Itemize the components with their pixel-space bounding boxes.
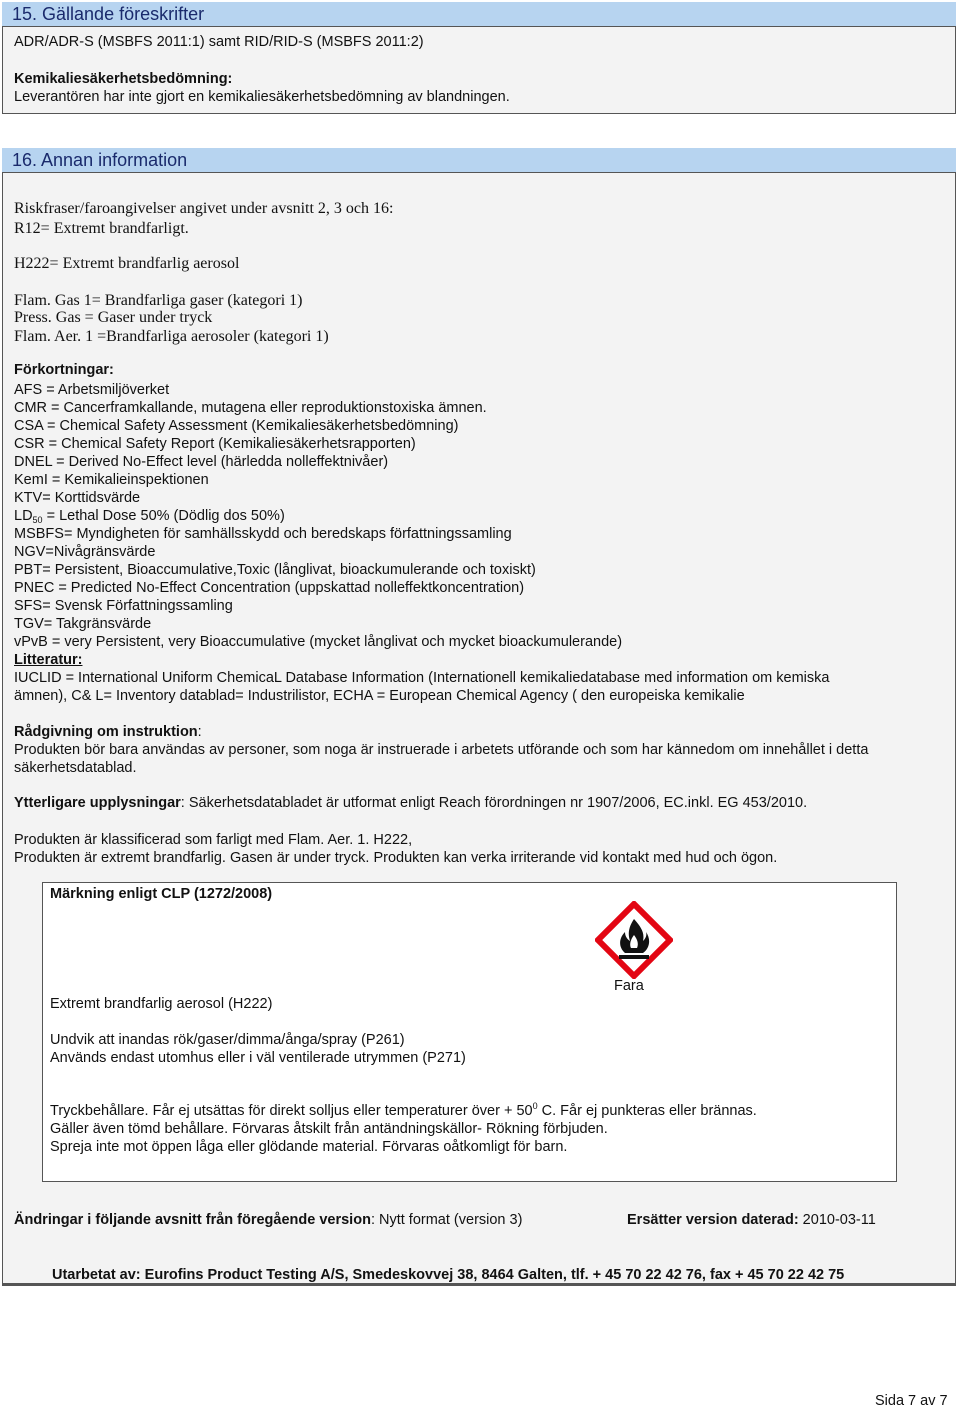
- abbreviations-heading: Förkortningar:: [14, 362, 114, 378]
- degree-sup: 0: [532, 1101, 538, 1111]
- flame-pictogram: [595, 901, 673, 979]
- assessment-label: Kemikaliesäkerhetsbedömning:: [14, 71, 233, 87]
- abbr-tgv: TGV= Takgränsvärde: [14, 616, 152, 632]
- ld50-prefix: LD: [14, 508, 33, 524]
- abbr-ld50: [14, 507, 285, 525]
- warning-1a: Tryckbehållare. Får ej utsättas för direkt solljus eller temperaturer över + 50: [50, 1103, 533, 1119]
- r12-phrase: R12= Extremt brandfarligt.: [14, 220, 189, 237]
- section-15-box: [2, 26, 956, 114]
- abbr-csr: CSR = Chemical Safety Report (Kemikaliesäkerhetsrapporten): [14, 436, 416, 452]
- transport-regulations: ADR/ADR-S (MSBFS 2011:1) samt RID/RID-S (MSBFS 2011:2): [14, 34, 424, 50]
- abbr-dnel: DNEL = Derived No-Effect level (härledda nolleffektnivåer): [14, 454, 389, 470]
- abbr-sfs: SFS= Svensk Författningssamling: [14, 598, 233, 614]
- changes-label: Ändringar i följande avsnitt från föregående version: [14, 1212, 371, 1228]
- flam-gas-class: Flam. Gas 1= Brandfarliga gaser (kategori 1): [14, 292, 303, 309]
- classified-statement: Produkten är klassificerad som farligt med Flam. Aer. 1. H222,: [14, 832, 413, 848]
- abbr-ktv: KTV= Korttidsvärde: [14, 490, 141, 506]
- risk-heading: Riskfraser/faroangivelser angivet under avsnitt 2, 3 och 16:: [14, 200, 394, 217]
- assessment-text: Leverantören har inte gjort en kemikaliesäkerhetsbedömning av blandningen.: [14, 89, 510, 105]
- section-16-header: 16. Annan information: [2, 148, 956, 172]
- press-gas-class: Press. Gas = Gaser under tryck: [14, 309, 213, 326]
- ld50-subscript: 50: [32, 515, 43, 525]
- abbr-ngv: NGV=Nivågränsvärde: [14, 544, 156, 560]
- replaces-line: [627, 1211, 876, 1229]
- signal-word: Fara: [614, 978, 644, 994]
- ld50-rest: = Lethal Dose 50% (Dödlig dos 50%): [42, 508, 285, 524]
- precaution-p271: Används endast utomhus eller i väl ventilerade utrymmen (P271): [50, 1050, 466, 1066]
- clp-label-box: [42, 882, 897, 1182]
- changes-value: : Nytt format (version 3): [370, 1212, 523, 1228]
- page-number: Sida 7 av 7: [875, 1393, 948, 1409]
- prepared-by: Utarbetat av: Eurofins Product Testing A/S, Smedeskovvej 38, 8464 Galten, tlf. + 45 70 22 42 76, fax + 45 70 22 42 75: [52, 1267, 845, 1283]
- warning-line-1: [50, 1102, 757, 1120]
- advice-colon: :: [197, 724, 202, 740]
- abbr-kemi: KemI = Kemikalieinspektionen: [14, 472, 209, 488]
- further-label: Ytterligare upplysningar: [14, 795, 181, 811]
- advice-line-2: säkerhetsdatablad.: [14, 760, 137, 776]
- literature-line-1: IUCLID = International Uniform ChemicaL Database Information (Internationell kemikaliedatabase med information om kemiska: [14, 670, 830, 686]
- advice-heading: [14, 723, 202, 741]
- further-info: [14, 794, 807, 812]
- abbr-afs: AFS = Arbetsmiljöverket: [14, 382, 170, 398]
- section-15-header: 15. Gällande föreskrifter: [2, 2, 956, 26]
- flame-icon: [595, 901, 673, 979]
- warning-1b: C. Får ej punkteras eller brännas.: [537, 1103, 757, 1119]
- abbr-msbfs: MSBFS= Myndigheten för samhällsskydd och beredskaps författningssamling: [14, 526, 512, 542]
- divider: [2, 1284, 956, 1286]
- extreme-statement: Produkten är extremt brandfarlig. Gasen är under tryck. Produkten kan verka irriterande vid kontakt med hud och ögon.: [14, 850, 778, 866]
- advice-line-1: Produkten bör bara användas av personer, som noga är instruerade i arbetets utförande och som har kännedom om innehållet i detta: [14, 742, 869, 758]
- h222-phrase: H222= Extremt brandfarlig aerosol: [14, 255, 240, 272]
- abbr-pbt: PBT= Persistent, Bioaccumulative,Toxic (långlivat, bioackumulerande och toxiskt): [14, 562, 536, 578]
- warning-line-3: Spreja inte mot öppen låga eller glödande material. Förvaras oåtkomligt för barn.: [50, 1139, 568, 1155]
- precaution-p261: Undvik att inandas rök/gaser/dimma/ånga/spray (P261): [50, 1032, 405, 1048]
- flam-aer-class: Flam. Aer. 1 =Brandfarliga aerosoler (kategori 1): [14, 328, 329, 345]
- advice-label: Rådgivning om instruktion: [14, 724, 198, 740]
- literature-line-2: ämnen), C& L= Inventory datablad= Industrilistor, ECHA = European Chemical Agency ( den europeiska kemikalie: [14, 688, 745, 704]
- hazard-statement: Extremt brandfarlig aerosol (H222): [50, 996, 273, 1012]
- abbr-csa: CSA = Chemical Safety Assessment (Kemikaliesäkerhetsbedömning): [14, 418, 459, 434]
- abbr-cmr: CMR = Cancerframkallande, mutagena eller reproduktionstoxiska ämnen.: [14, 400, 487, 416]
- abbr-pnec: PNEC = Predicted No-Effect Concentration (uppskattad nolleffektkoncentration): [14, 580, 525, 596]
- abbr-vpvb: vPvB = very Persistent, very Bioaccumulative (mycket långlivat och mycket bioackumulerande): [14, 634, 623, 650]
- replaces-value: 2010-03-11: [798, 1212, 876, 1228]
- warning-line-2: Gäller även tömd behållare. Förvaras åtskilt från antändningskällor- Rökning förbjuden.: [50, 1121, 608, 1137]
- further-text: : Säkerhetsdatabladet är utformat enligt Reach förordningen nr 1907/2006, EC.inkl. EG 453/2010.: [180, 795, 808, 811]
- literature-heading: Litteratur:: [14, 652, 83, 668]
- replaces-label: Ersätter version daterad:: [627, 1212, 799, 1228]
- clp-title: Märkning enligt CLP (1272/2008): [50, 886, 273, 902]
- changes-line: [14, 1211, 522, 1229]
